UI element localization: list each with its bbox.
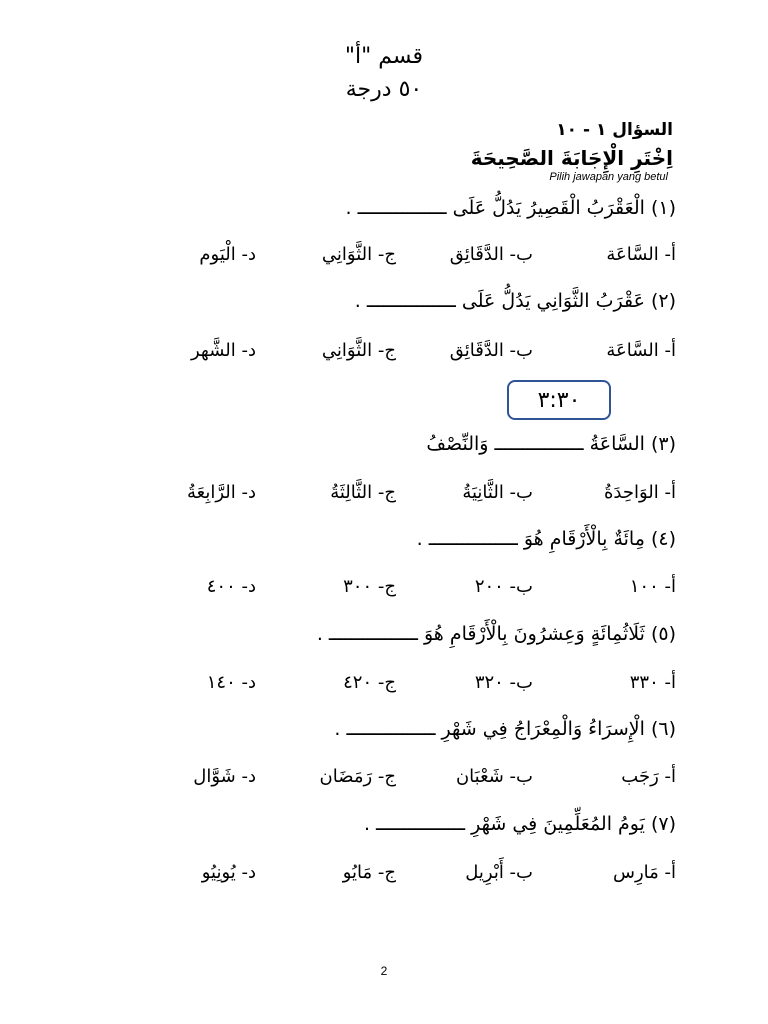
question-1: (١) الْعَقْرَبُ الْقَصِيرُ يَدُلُّ عَلَى ــــــــــــــــ . bbox=[345, 197, 676, 219]
section-title: قسم "أ" bbox=[344, 44, 424, 69]
q4-option-a[interactable]: أ- ١٠٠ bbox=[629, 576, 676, 597]
question-3: (٣) السَّاعَةُ ــــــــــــــــ وَالنِّصْفُ bbox=[426, 433, 676, 455]
q4-option-c[interactable]: ج- ٣٠٠ bbox=[343, 576, 396, 597]
q1-option-d[interactable]: د- الْيَوم bbox=[199, 244, 256, 265]
q1-option-a[interactable]: أ- السَّاعَة bbox=[606, 244, 676, 265]
q3-option-b[interactable]: ب- الثَّانِيَةُ bbox=[462, 482, 533, 503]
question-2: (٢) عَقْرَبُ الثَّوَانِي يَدُلُّ عَلَى ــــــــــــــــ . bbox=[354, 290, 676, 312]
q2-option-a[interactable]: أ- السَّاعَة bbox=[606, 340, 676, 361]
instruction-malay: Pilih jawapan yang betul bbox=[549, 171, 668, 183]
question-7: (٧) يَومُ المُعَلِّمِينَ فِي شَهْرِ ــــــــــــــــ . bbox=[363, 813, 676, 835]
q2-option-b[interactable]: ب- الدَّقَائِق bbox=[449, 340, 533, 361]
page-number: 2 bbox=[380, 964, 388, 978]
clock-time-box bbox=[507, 380, 611, 420]
q4-option-b[interactable]: ب- ٢٠٠ bbox=[474, 576, 533, 597]
instruction-arabic: اِخْتَرِ الْإِجَابَةَ الصَّحِيحَةَ bbox=[470, 146, 673, 170]
q6-option-c[interactable]: ج- رَمَضَان bbox=[319, 766, 396, 787]
q5-option-a[interactable]: أ- ٣٣٠ bbox=[629, 672, 676, 693]
q7-option-d[interactable]: د- يُونِيُو bbox=[201, 862, 256, 883]
q5-option-b[interactable]: ب- ٣٢٠ bbox=[474, 672, 533, 693]
q1-option-b[interactable]: ب- الدَّقَائِق bbox=[449, 244, 533, 265]
q6-option-d[interactable]: د- شَوَّال bbox=[193, 766, 256, 787]
q7-option-c[interactable]: ج- مَايُو bbox=[342, 862, 396, 883]
q7-option-a[interactable]: أ- مَارِس bbox=[612, 862, 676, 883]
q5-option-c[interactable]: ج- ٤٢٠ bbox=[343, 672, 396, 693]
q3-option-d[interactable]: د- الرَّابِعَةُ bbox=[187, 482, 256, 503]
question-range: السؤال ١ - ١٠ bbox=[556, 120, 673, 140]
question-6: (٦) الْإِسرَاءُ وَالْمِعْرَاجُ فِي شَهْرِ ــــــــــــــــ . bbox=[334, 718, 676, 740]
q3-option-c[interactable]: ج- الثَّالِثَةُ bbox=[330, 482, 396, 503]
question-5: (٥) ثَلَاثُمِائَةٍ وَعِشرُونَ بِالْأَرْقَامِ هُوَ ــــــــــــــــ . bbox=[316, 623, 676, 645]
q1-option-c[interactable]: ج- الثَّوَانِي bbox=[321, 244, 396, 265]
q7-option-b[interactable]: ب- أَبْرِيل bbox=[465, 862, 533, 883]
q6-option-b[interactable]: ب- شَعْبَان bbox=[455, 766, 533, 787]
q5-option-d[interactable]: د- ١٤٠ bbox=[206, 672, 256, 693]
q3-option-a[interactable]: أ- الوَاحِدَةُ bbox=[603, 482, 676, 503]
clock-time: ٣:٣٠ bbox=[537, 387, 581, 413]
q4-option-d[interactable]: د- ٤٠٠ bbox=[206, 576, 256, 597]
question-4: (٤) مِائَةٌ بِالْأَرْقَامِ هُوَ ــــــــــــــــ . bbox=[416, 528, 676, 550]
marks-label: ٥٠ درجة bbox=[345, 77, 423, 102]
q2-option-d[interactable]: د- الشَّهر bbox=[190, 340, 256, 361]
q2-option-c[interactable]: ج- الثَّوَانِي bbox=[321, 340, 396, 361]
q6-option-a[interactable]: أ- رَجَب bbox=[621, 766, 676, 787]
